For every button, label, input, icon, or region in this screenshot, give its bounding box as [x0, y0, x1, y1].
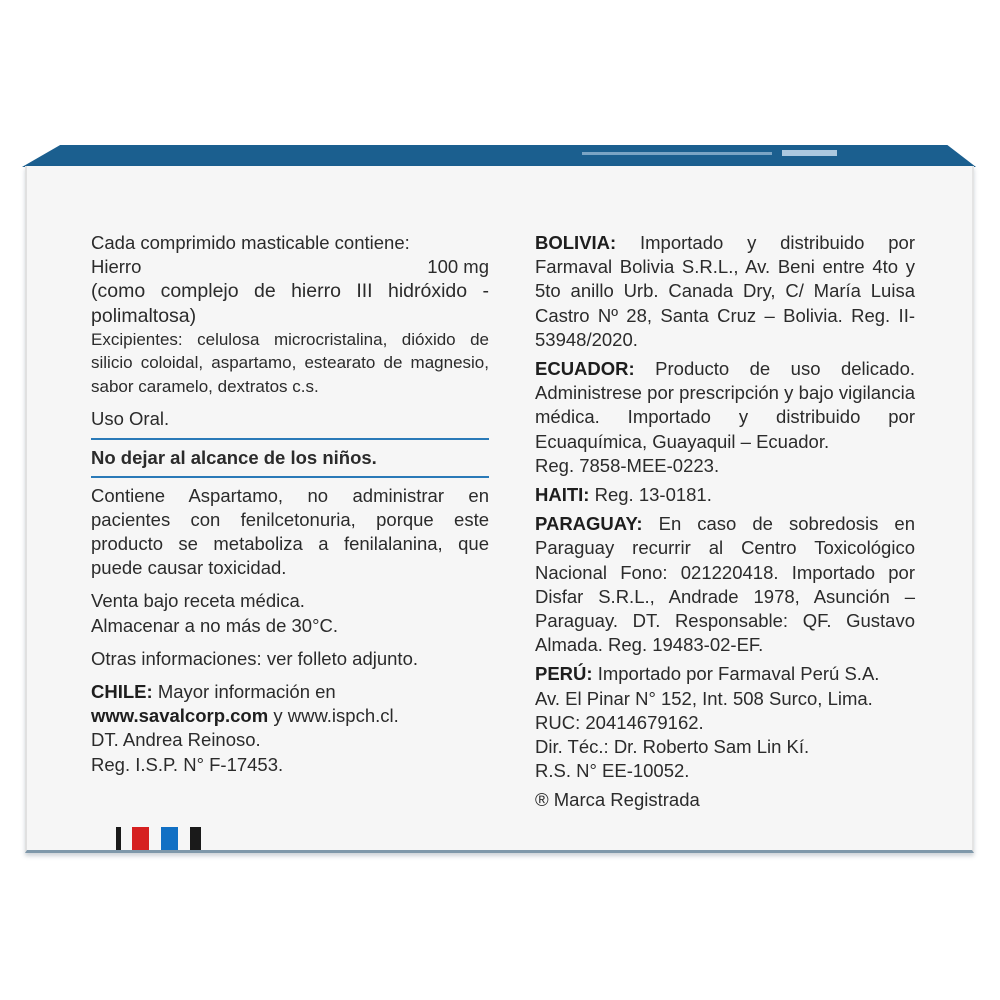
ingredient-name: Hierro — [91, 256, 142, 278]
peru-line3: RUC: 20414679162. — [535, 711, 704, 733]
ingredient-row — [91, 255, 489, 279]
chile-text: Mayor información en — [157, 680, 336, 702]
ecuador-text: Producto de uso delicado. Administrese por prescripción y bajo vigilancia médica. Importado y distribuido por Ecuaquímica, Guayaquil – Ecuador. — [535, 358, 915, 452]
excipients: Excipientes: celulosa microcristalina, dióxido de silicio coloidal, aspartamo, estearato de magnesio, sabor caramelo, dextratos c.s. — [91, 329, 489, 396]
children-warning: No dejar al alcance de los niños. — [91, 446, 377, 468]
paraguay-info — [535, 512, 915, 657]
print-mark-black — [190, 827, 201, 850]
haiti-info — [535, 483, 915, 507]
route: Uso Oral. — [91, 408, 170, 430]
ecuador-reg: Reg. 7858-MEE-0223. — [535, 454, 720, 476]
ingredient-amount: 100 mg — [427, 256, 489, 278]
chile-label: CHILE: — [91, 680, 153, 702]
peru-line4: Dir. Téc.: Dr. Roberto Sam Lin Kí. — [535, 736, 810, 758]
peru-line5: R.S. N° EE-10052. — [535, 760, 690, 782]
chile-websites — [91, 704, 489, 728]
right-column — [535, 231, 915, 813]
print-mark-black-thin — [116, 827, 121, 850]
ingredient-form: (como complejo de hierro III hidróxido - polimaltosa) — [91, 280, 489, 327]
left-column — [91, 231, 489, 777]
divider-top — [91, 438, 489, 440]
ecuador-label: ECUADOR: — [535, 358, 635, 380]
print-mark-blue — [161, 827, 178, 850]
ispch-link[interactable]: y www.ispch.cl. — [273, 705, 399, 727]
bolivia-text: Importado y distribuido por Farmaval Bolivia S.R.L., Av. Beni entre 4to y 5to anillo Urb. Canada Dry, C/ María Luisa Castro Nº 28, Santa Cruz – Bolivia. Reg. II-53948/2020. — [535, 232, 915, 350]
band-logo-decoration — [782, 150, 837, 156]
band-text-decoration — [582, 152, 772, 155]
divider-bottom — [91, 476, 489, 478]
paraguay-text: En caso de sobredosis en Paraguay recurrir al Centro Toxicológico Nacional Fono: 021220418. Importado por Disfar S.R.L., Andrade 1978, Asunción – Paraguay. DT. Responsable: QF. Gustavo Almada. Reg. 19483-02-EF. — [535, 513, 915, 656]
peru-info — [535, 662, 915, 686]
haiti-label: HAITI: — [535, 484, 590, 506]
peru-label: PERÚ: — [535, 663, 593, 685]
bolivia-label: BOLIVIA: — [535, 232, 617, 253]
other-info: Otras informaciones: ver folleto adjunto. — [91, 647, 418, 669]
savalcorp-link[interactable]: www.savalcorp.com — [91, 705, 269, 727]
sale-condition: Venta bajo receta médica. — [91, 590, 305, 612]
peru-line2: Av. El Pinar N° 152, Int. 508 Surco, Lima. — [535, 687, 873, 709]
composition-title: Cada comprimido masticable contiene: — [91, 232, 410, 253]
aspartame-warning: Contiene Aspartamo, no administrar en pacientes con fenilcetonuria, porque este producto se metaboliza a fenilalanina, que puede causar toxicidad. — [91, 484, 489, 579]
paraguay-label: PARAGUAY: — [535, 513, 643, 535]
box-top-band — [22, 145, 976, 167]
trademark-note: ® Marca Registrada — [535, 789, 700, 811]
peru-line1: Importado por Farmaval Perú S.A. — [597, 663, 880, 685]
chile-dt: DT. Andrea Reinoso. — [91, 729, 261, 751]
box-back-panel — [25, 166, 974, 853]
print-mark-red — [132, 827, 149, 850]
storage-condition: Almacenar a no más de 30°C. — [91, 614, 338, 636]
ecuador-info — [535, 357, 915, 454]
chile-reg: Reg. I.S.P. N° F-17453. — [91, 753, 284, 775]
bolivia-info — [535, 231, 915, 352]
chile-info — [91, 680, 489, 704]
haiti-text: Reg. 13-0181. — [594, 484, 712, 506]
